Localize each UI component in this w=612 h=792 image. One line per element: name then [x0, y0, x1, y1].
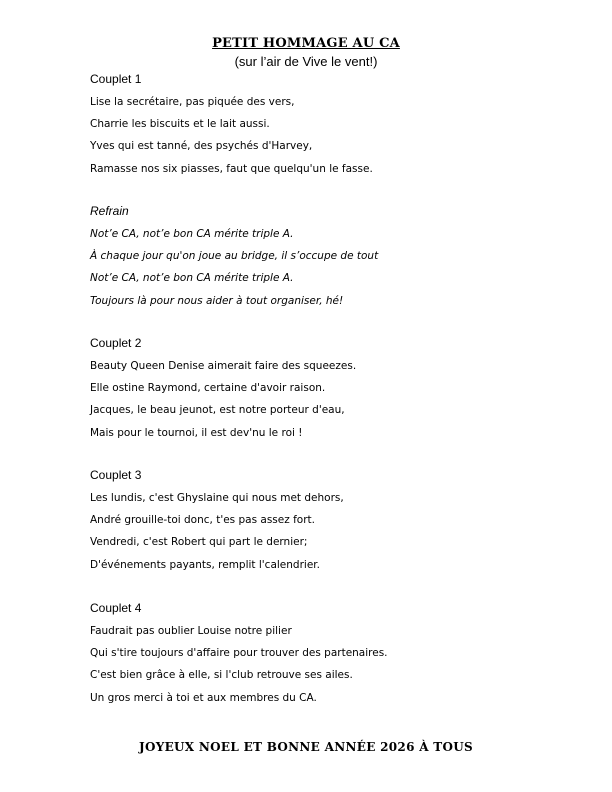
verse-line: D'événements payants, remplit l'calendrier. [90, 558, 320, 571]
verse-line: Les lundis, c'est Ghyslaine qui nous met dehors, [90, 491, 344, 504]
couplet-3 [90, 468, 570, 580]
refrain-line: À chaque jour qu'on joue au bridge, il s’occupe de tout [90, 249, 379, 262]
couplet-heading: Couplet 3 [90, 468, 142, 482]
refrain-line: Not’e CA, not’e bon CA mérite triple A. [90, 272, 294, 285]
verse-line: André grouille-toi donc, t'es pas assez fort. [90, 513, 315, 526]
couplet-4 [90, 601, 570, 713]
verse-line: Beauty Queen Denise aimerait faire des squeezes. [90, 359, 357, 372]
verse-line: Un gros merci à toi et aux membres du CA. [90, 691, 317, 704]
refrain [90, 204, 570, 316]
couplet-heading: Couplet 1 [90, 72, 142, 86]
refrain-line: Not’e CA, not’e bon CA mérite triple A. [90, 227, 294, 240]
verse-line: Vendredi, c'est Robert qui part le dernier; [90, 536, 308, 549]
page-subtitle: (sur l’air de Vive le vent!) [234, 54, 378, 69]
verse-line: Elle ostine Raymond, certaine d'avoir raison. [90, 381, 326, 394]
verse-line: Ramasse nos six piasses, faut que quelqu'un le fasse. [90, 162, 373, 175]
page-title: PETIT HOMMAGE AU CA [212, 36, 400, 51]
couplet-1 [90, 72, 570, 184]
couplet-heading: Couplet 2 [90, 336, 142, 350]
closing-greeting: JOYEUX NOEL ET BONNE ANNÉE 2026 À TOUS [138, 740, 473, 754]
verse-line: Lise la secrétaire, pas piquée des vers, [90, 95, 295, 108]
couplet-heading: Couplet 4 [90, 601, 142, 615]
verse-line: Jacques, le beau jeunot, est notre porteur d'eau, [90, 404, 345, 417]
couplet-2 [90, 336, 570, 448]
refrain-line: Toujours là pour nous aider à tout organiser, hé! [90, 294, 344, 307]
verse-line: Qui s'tire toujours d'affaire pour trouver des partenaires. [90, 646, 388, 659]
verse-line: Charrie les biscuits et le lait aussi. [90, 117, 270, 130]
refrain-heading: Refrain [90, 204, 129, 218]
verse-line: Faudrait pas oublier Louise notre pilier [90, 624, 292, 637]
verse-line: C'est bien grâce à elle, si l'club retrouve ses ailes. [90, 669, 353, 682]
verse-line: Mais pour le tournoi, il est dev'nu le roi ! [90, 426, 303, 439]
verse-line: Yves qui est tanné, des psychés d'Harvey, [90, 140, 313, 153]
